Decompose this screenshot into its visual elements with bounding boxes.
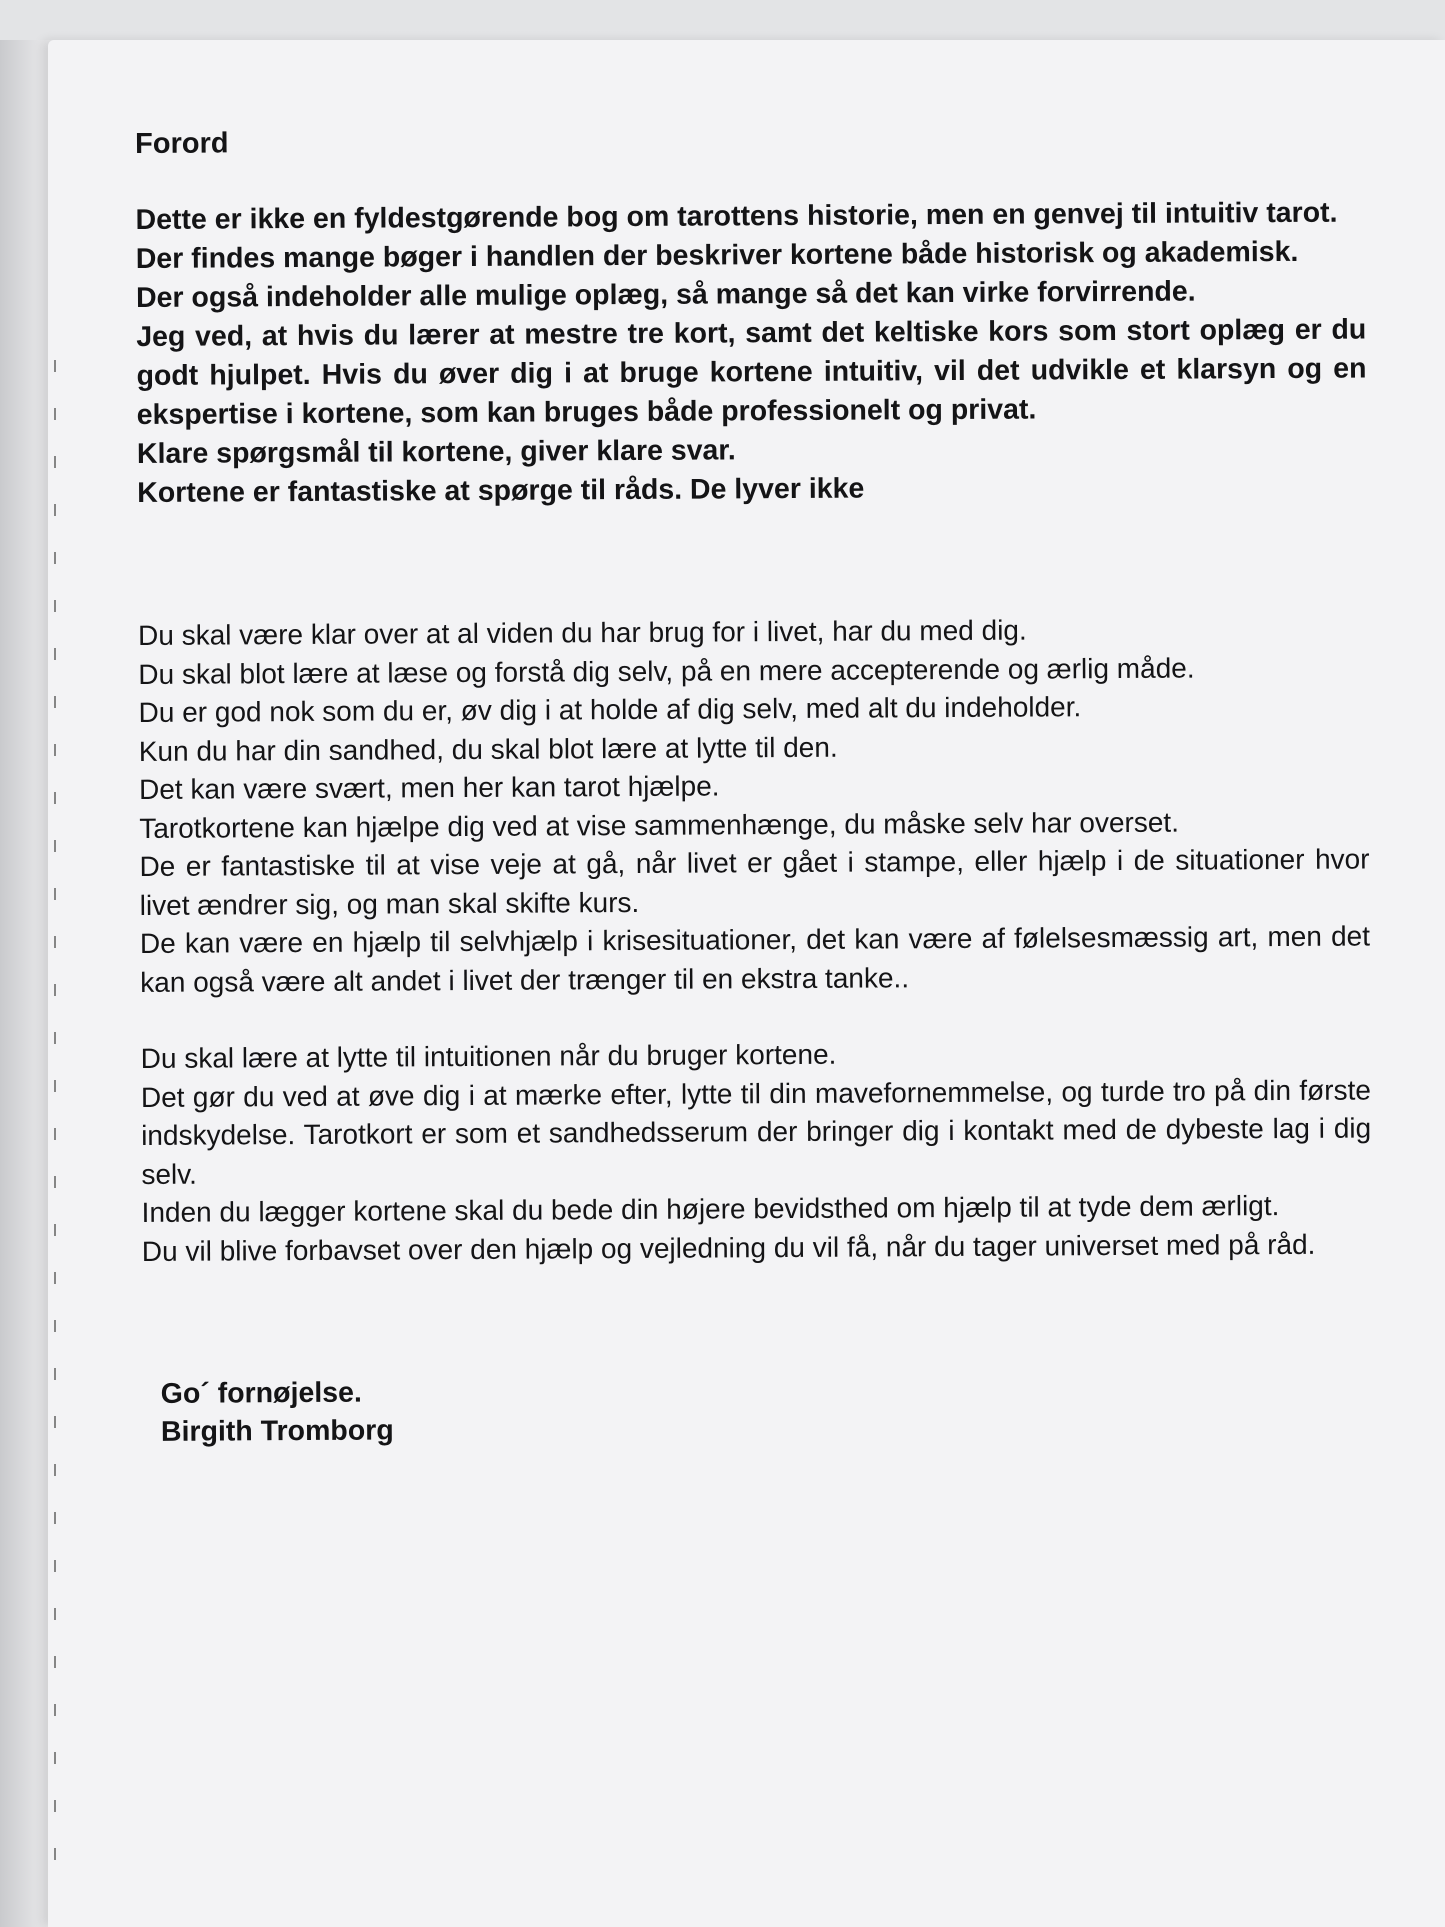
page-content (135, 120, 1373, 1450)
intro-paragraph: Jeg ved, at hvis du lærer at mestre tre kort, samt det keltiske kors som stort oplæg er du godt hjulpet. Hvis du øver dig i at bruge kortene intuitiv, vil det udvikle et klarsyn og en ekspertise i kortene, som kan bruges både professionelt og privat. (136, 313, 1367, 431)
body-paragraph: De kan være en hjælp til selvhjælp i krisesituationer, det kan være af følelsesmæssig art, men det kan også være alt andet i livet der trænger til en ekstra tanke.. (139, 920, 1371, 998)
body-paragraph: De er fantastiske til at vise veje at gå, når livet er gået i stampe, eller hjælp i de situationer hvor livet ændrer sig, og man skal skifte kurs. (139, 843, 1370, 921)
intro-paragraph: Dette er ikke en fyldestgørende bog om tarottens historie, men en genvej til intuitiv tarot. (135, 196, 1338, 236)
closing-line: Go´ fornøjelse. (160, 1376, 362, 1410)
intro-paragraph: Klare spørgsmål til kortene, giver klare svar. (136, 434, 736, 470)
body-paragraph: Inden du lægger kortene skal du bede din højere bevidsthed om hjælp til at tyde dem ærligt. (141, 1190, 1280, 1228)
intro-paragraph: Kortene er fantastiske at spørge til råds. De lyver ikke (137, 472, 865, 509)
body-paragraph: Du skal lære at lytte til intuitionen når du bruger kortene. (140, 1038, 837, 1074)
body-paragraph: Du er god nok som du er, øv dig i at holde af dig selv, med alt du indeholder. (138, 691, 1082, 728)
body-paragraph: Du skal være klar over at al viden du har brug for i livet, har du med dig. (138, 614, 1027, 651)
author-name: Birgith Tromborg (160, 1414, 394, 1448)
intro-paragraph: Der findes mange bøger i handlen der beskriver kortene både historisk og akademisk. (135, 235, 1299, 275)
intro-section (135, 193, 1367, 513)
body-paragraph: Du skal blot lære at læse og forstå dig selv, på en mere accepterende og ærlig måde. (138, 652, 1195, 690)
signature-block (143, 1367, 1373, 1451)
body-paragraph: Kun du har din sandhed, du skal blot lære at lytte til den. (138, 731, 838, 767)
body-paragraph: Tarotkortene kan hjælpe dig ved at vise sammenhænge, du måske selv har overset. (139, 806, 1180, 844)
spiral-binding-holes (48, 360, 62, 1920)
intro-paragraph: Der også indeholder alle mulige oplæg, så mange så det kan virke forvirrende. (135, 275, 1196, 314)
body-paragraph: Det gør du ved at øve dig i at mærke efter, lytte til din mavefornemmelse, og turde tro på din første indskydelse. Tarotkort er som et sandhedsserum der bringer dig i kontakt med de dybeste lag i dig selv. (140, 1073, 1372, 1190)
body-section-1 (138, 609, 1372, 1271)
page-heading: Forord (135, 127, 229, 160)
body-paragraph: Du vil blive forbavset over den hjælp og vejledning du vil få, når du tager universet med på råd. (141, 1228, 1316, 1267)
body-paragraph: Det kan være svært, men her kan tarot hjælpe. (138, 770, 720, 805)
